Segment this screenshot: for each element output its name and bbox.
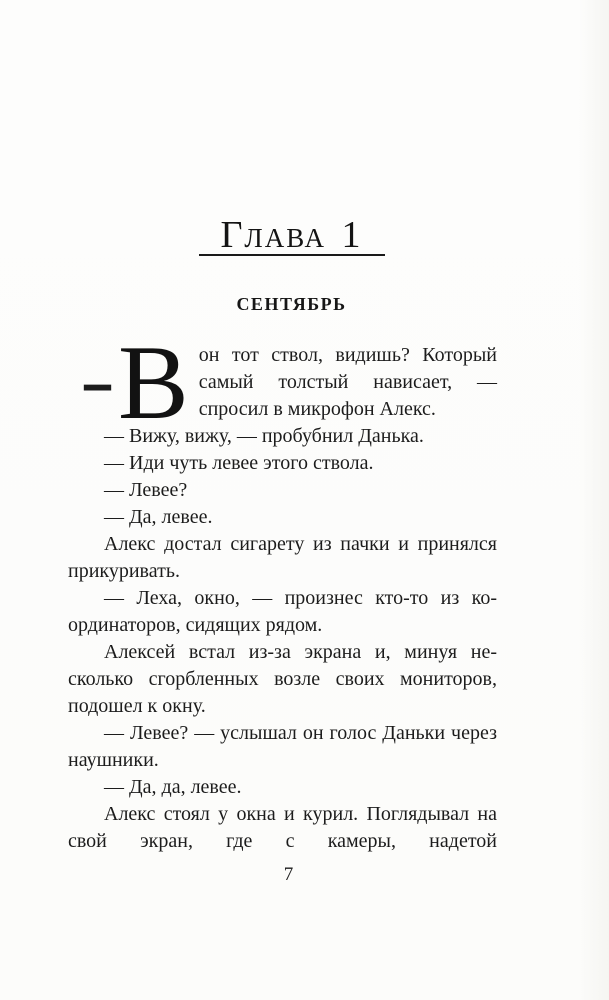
paragraph: — Иди чуть левее этого ствола. <box>104 452 374 474</box>
paragraph: Алекс стоял у окна и курил. Поглядывал на свой экран, где с камеры, надетой <box>68 803 497 852</box>
paragraph: Алексей встал из-за экрана и, минуя несколько сгорбленных возле своих мониторов, подошел к окну. <box>68 641 497 717</box>
paragraph: — Да, да, левее. <box>104 776 242 798</box>
paragraph: — Левее? — услышал он голос Даньки через наушники. <box>68 722 497 771</box>
paragraph-list <box>68 423 497 855</box>
paragraph: — Да, левее. <box>104 506 213 528</box>
chapter-title-rule <box>199 254 385 256</box>
body-text <box>68 324 497 855</box>
paragraph-text: он тот ствол, видишь? Который самый толстый нависает, — спросил в микрофон Алекс. <box>198 344 497 420</box>
dropcap-group <box>68 324 199 441</box>
chapter-subtitle: СЕНТЯБРЬ <box>236 294 347 314</box>
paragraph: — Вижу, вижу, — пробубнил Данька. <box>104 425 424 447</box>
paragraph: Алекс достал сигарету из пачки и принялся прикуривать. <box>68 533 497 582</box>
paragraph: — Леха, окно, — произнес кто-то из координаторов, сидящих рядом. <box>68 587 497 636</box>
dropcap-letter: В <box>118 324 189 441</box>
em-dash: — <box>84 332 111 426</box>
paragraph: — Левее? <box>104 479 188 501</box>
chapter-title: Глава 1 <box>220 214 363 256</box>
page-content <box>68 0 497 855</box>
page-number: 7 <box>283 864 294 885</box>
